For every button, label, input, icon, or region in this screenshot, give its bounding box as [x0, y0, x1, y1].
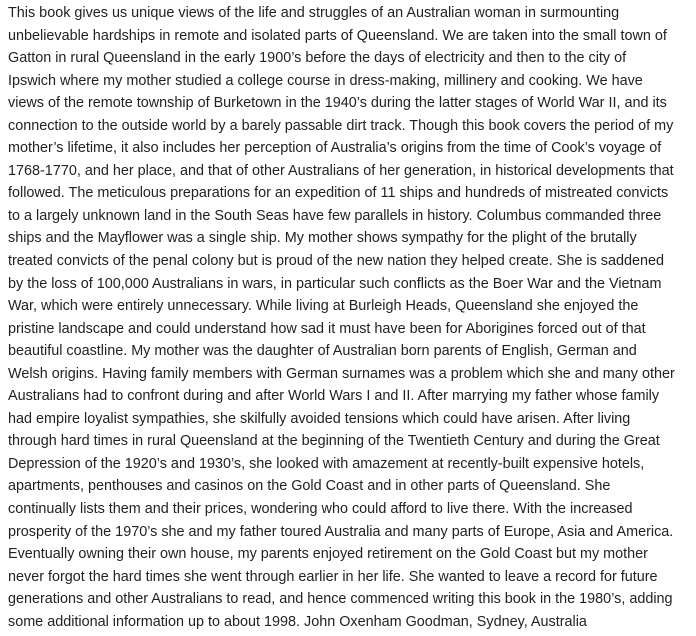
text-line: Depression of the 1920’s and 1930’s, she looked with amazement at recently-built expensive hotels, — [8, 455, 645, 472]
text-line: ships and the Mayflower was a single ship. My mother shows sympathy for the plight of the brutally — [8, 230, 637, 247]
text-line: This book gives us unique views of the life and struggles of an Australian woman in surmounting — [8, 5, 620, 21]
text-line: continually lists them and their prices, wondering who could afford to live there. With the increased — [8, 501, 633, 518]
text-line: through hard times in rural Queensland at the beginning of the Twentieth Century and during the Great — [8, 433, 660, 450]
text-line: Ipswich where my mother studied a college course in dress-making, millinery and cooking. We have — [8, 72, 643, 89]
text-line: never forgot the hard times she went through earlier in her life. She wanted to leave a record for future — [8, 568, 658, 585]
text-line: pristine landscape and could understand how sad it must have been for Aborigines forced out of that — [8, 320, 646, 337]
text-line: Welsh origins. Having family members with German surnames was a problem which she and many other — [8, 365, 675, 382]
text-line: apartments, penthouses and casinos on the Gold Coast and in other parts of Queensland. She — [8, 478, 611, 495]
text-line: beautiful coastline. My mother was the daughter of Australian born parents of English, German and — [8, 343, 637, 360]
text-line: Eventually owning their own house, my parents enjoyed retirement on the Gold Coast but my mother — [8, 546, 648, 563]
text-line: generations and other Australians to read, and hence commenced writing this book in the 1980’s, adding — [8, 591, 673, 608]
text-line: treated convicts of the penal colony but is proud of the new nation they helped create. She is saddened — [8, 253, 665, 270]
text-line: had empire loyalist sympathies, she skilfully avoided tensions which could have arisen. After living — [8, 410, 631, 427]
text-line: connection to the outside world by a barely passable dirt track. Though this book covers the period of my — [8, 117, 674, 134]
text-line: to a largely unknown land in the South Seas have few parallels in history. Columbus commanded three — [8, 207, 662, 224]
text-line: mother’s lifetime, it also includes her perception of Australia’s origins from the time of Cook’s voyage of — [8, 140, 662, 157]
text-line: unbelievable hardships in remote and isolated parts of Queensland. We are taken into the small town of — [8, 27, 667, 44]
text-line: 1768-1770, and her place, and that of other Australians of her generation, in historical developments that — [8, 162, 674, 179]
text-line: by the loss of 100,000 Australians in wars, in particular such conflicts as the Boer War and the Vietnam — [8, 275, 662, 292]
text-line: War, which were entirely unnecessary. While living at Burleigh Heads, Queensland she enjoyed the — [8, 298, 639, 315]
text-line: some additional information up to about 1998. John Oxenham Goodman, Sydney, Australia — [8, 613, 587, 630]
text-line: Gatton in rural Queensland in the early 1900’s before the days of electricity and then to the city of — [8, 50, 627, 67]
text-line: views of the remote township of Burketown in the 1940’s during the latter stages of World War II, and its — [8, 95, 667, 112]
text-line: prosperity of the 1970’s she and my father toured Australia and many parts of Europe, Asia and America. — [8, 523, 674, 540]
text-line: Australians had to confront during and after World Wars I and II. After marrying my father whose family — [8, 388, 660, 405]
text-line: followed. The meticulous preparations for an expedition of 11 ships and hundreds of mistreated convicts — [8, 185, 669, 202]
